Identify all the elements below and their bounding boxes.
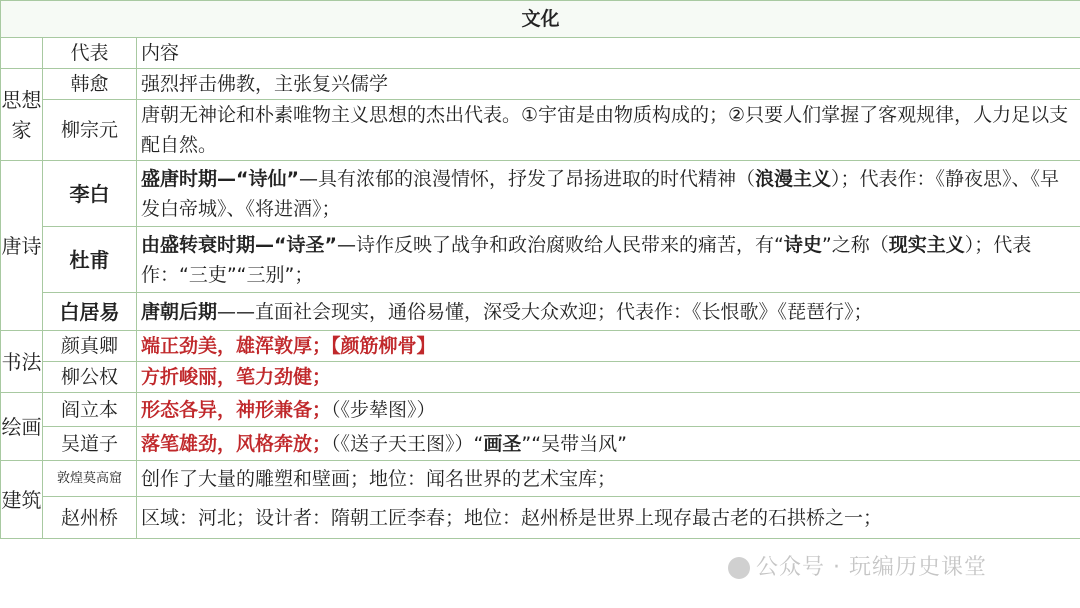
rep-wudaozi: 吴道子 [43,427,137,461]
dufu-shishi: 诗史 [783,233,822,256]
rep-hanyu: 韩愈 [43,69,137,100]
content-dufu [137,227,1080,293]
rep-liugongquan: 柳公权 [43,362,137,393]
rep-liuzongyuan: 柳宗元 [43,100,137,161]
rep-dunhuang: 敦煌莫高窟 [43,461,137,497]
libai-works: ）；代表作：《静夜思》、《早发白帝城》、《将进酒》； [141,167,1060,220]
dufu-style: 现实主义 [888,233,965,256]
empty-corner-cell [1,38,43,69]
watermark-text: 公众号 · 玩编历史课堂 [756,555,987,580]
content-libai [137,161,1080,227]
rep-yanliben: 阎立本 [43,393,137,427]
header-content: 内容 [137,38,1080,69]
dufu-desc: —诗作反映了战争和政治腐败给人民带来的痛苦，有“ [336,233,784,256]
yanliben-style: 形态各异，神形兼备； [141,398,332,421]
rep-dufu: 杜甫 [43,227,137,293]
wechat-logo-icon [728,557,750,579]
content-yanliben [137,393,1080,427]
liugongquan-style: 方折峻丽，笔力劲健； [141,366,332,388]
wudaozi-work: （《送子天王图》）“ [331,432,484,455]
wudaozi-style: 落笔雄劲，风格奔放； [141,432,332,455]
dufu-period: 由盛转衰时期—“诗圣” [141,233,337,256]
baijuyi-period: 唐朝后期 [141,300,218,323]
category-architecture: 建筑 [1,461,43,539]
wudaozi-phrase: ”“吴带当风” [521,432,627,455]
rep-zhaozhou: 赵州桥 [43,497,137,539]
content-baijuyi [137,293,1080,331]
yanzhenqing-style: 端正劲美，雄浑敦厚；【颜筋柳骨】 [141,335,436,357]
dufu-desc2: ”之称（ [821,233,889,256]
category-calligraphy: 书法 [1,331,43,393]
content-yanzhenqing [137,331,1080,362]
libai-style: 浪漫主义 [755,167,832,190]
dufu-works: ）；代表作：“三吏”“三别”； [141,233,1032,286]
wudaozi-title: 画圣 [483,432,522,455]
header-rep: 代表 [43,38,137,69]
content-zhaozhou: 区域：河北；设计者：隋朝工匠李春；地位：赵州桥是世界上现存最古老的石拱桥之一； [137,497,1080,539]
table-title: 文化 [1,1,1080,38]
baijuyi-desc: ——直面社会现实，通俗易懂，深受大众欢迎；代表作：《长恨歌》《琵琶行》； [217,300,873,323]
content-hanyu: 强烈抨击佛教，主张复兴儒学 [137,69,1080,100]
category-tang-poetry: 唐诗 [1,161,43,331]
watermark [728,550,987,581]
content-wudaozi [137,427,1080,461]
content-liugongquan [137,362,1080,393]
libai-desc: —具有浓郁的浪漫情怀，抒发了昂扬进取的时代精神（ [298,167,755,190]
category-thinkers: 思想家 [1,69,43,161]
content-dunhuang: 创作了大量的雕塑和壁画；地位：闻名世界的艺术宝库； [137,461,1080,497]
libai-period: 盛唐时期—“诗仙” [141,167,299,190]
rep-baijuyi: 白居易 [43,293,137,331]
category-painting: 绘画 [1,393,43,461]
rep-yanzhenqing: 颜真卿 [43,331,137,362]
content-liuzongyuan: 唐朝无神论和朴素唯物主义思想的杰出代表。①宇宙是由物质构成的；②只要人们掌握了客观规律，人力足以支配自然。 [137,100,1080,161]
yanliben-work: （《步辇图》） [331,398,436,421]
rep-libai: 李白 [43,161,137,227]
